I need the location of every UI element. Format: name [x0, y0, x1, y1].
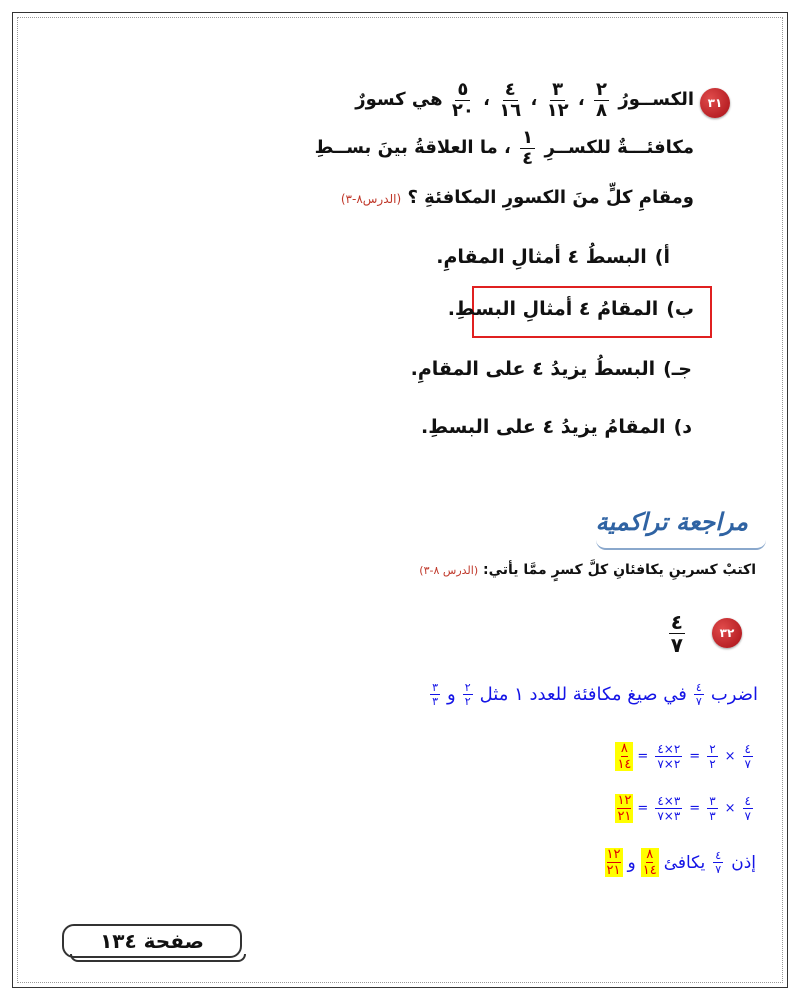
fraction: $\frac{٣}{١٢}$ — [546, 78, 569, 121]
question-31-line-2: مكافئـــةٌ للكســرِ $\frac{١}{٤}$ ، ما العلاقةُ بينَ بســطِ — [314, 126, 694, 169]
highlighted-result: ١٢ ٢١ — [617, 793, 632, 824]
title-swoosh-decoration — [596, 540, 766, 550]
question-32-fraction: $\frac{٤}{٧}$ — [670, 610, 683, 657]
review-instruction: اكتبْ كسرينِ يكافئانِ كلَّ كسرٍ ممَّا يأتي: (الدرس ٨-٣) — [419, 562, 756, 578]
highlighted-result: ٨ ١٤ — [642, 847, 657, 878]
question-31-line-1: الكســورُ $\frac{٢}{٨}$ ، $\frac{٣}{١٢}$ ، $\frac{٤}{١٦}$ ، $\frac{٥}{٢٠}$ هي كسورٌ — [355, 78, 694, 121]
section-title: مراجعة تراكمية — [595, 508, 748, 536]
option-b[interactable]: ب)المقامُ ٤ أمثالِ البسطِ. — [447, 298, 694, 320]
highlighted-result: ١٢ ٢١ — [606, 847, 621, 878]
solution-equation-1: ٨ ١٤ = $\frac{٢\times ٤}{٢\times ٧}$ = $\frac{٢}{٢}$ × $\frac{٤}{٧}$ — [617, 741, 751, 772]
highlighted-result: ٨ ١٤ — [617, 741, 632, 772]
question-number-badge: ٣١ — [700, 88, 730, 118]
solution-line-1: اضرب $\frac{٤}{٧}$ في صيغ مكافئة للعدد ١ مثل $\frac{٢}{٢}$ و $\frac{٣}{٣}$ — [432, 681, 758, 708]
lesson-reference: (الدرس٨-٣) — [340, 192, 402, 206]
fraction: $\frac{١}{٤}$ — [522, 126, 534, 169]
fraction: $\frac{٥}{٢٠}$ — [451, 78, 474, 121]
question-31-line-3: ومقامِ كلٍّ منَ الكسورِ المكافئةِ ؟ (الدرس٨-٣) — [340, 187, 694, 208]
question-number-badge: ٣٢ — [712, 618, 742, 648]
solution-equation-2: ١٢ ٢١ = $\frac{٣\times ٤}{٣\times ٧}$ = $\frac{٣}{٣}$ × $\frac{٤}{٧}$ — [617, 793, 751, 824]
fraction: $\frac{٢}{٨}$ — [596, 78, 608, 121]
page-number-label: صفحة ١٣٤ — [62, 924, 242, 958]
fraction: $\frac{٤}{١٦}$ — [499, 78, 522, 121]
option-c[interactable]: جـ)البسطُ يزيدُ ٤ على المقامِ. — [410, 358, 692, 380]
solution-conclusion: إذن $\frac{٤}{٧}$ يكافئ ٨ ١٤ و ١٢ ٢١ — [606, 847, 756, 878]
option-d[interactable]: د)المقامُ يزيدُ ٤ على البسطِ. — [421, 416, 692, 438]
option-a[interactable]: أ)البسطُ ٤ أمثالِ المقامِ. — [436, 246, 670, 268]
lesson-reference: (الدرس ٨-٣) — [419, 564, 479, 577]
